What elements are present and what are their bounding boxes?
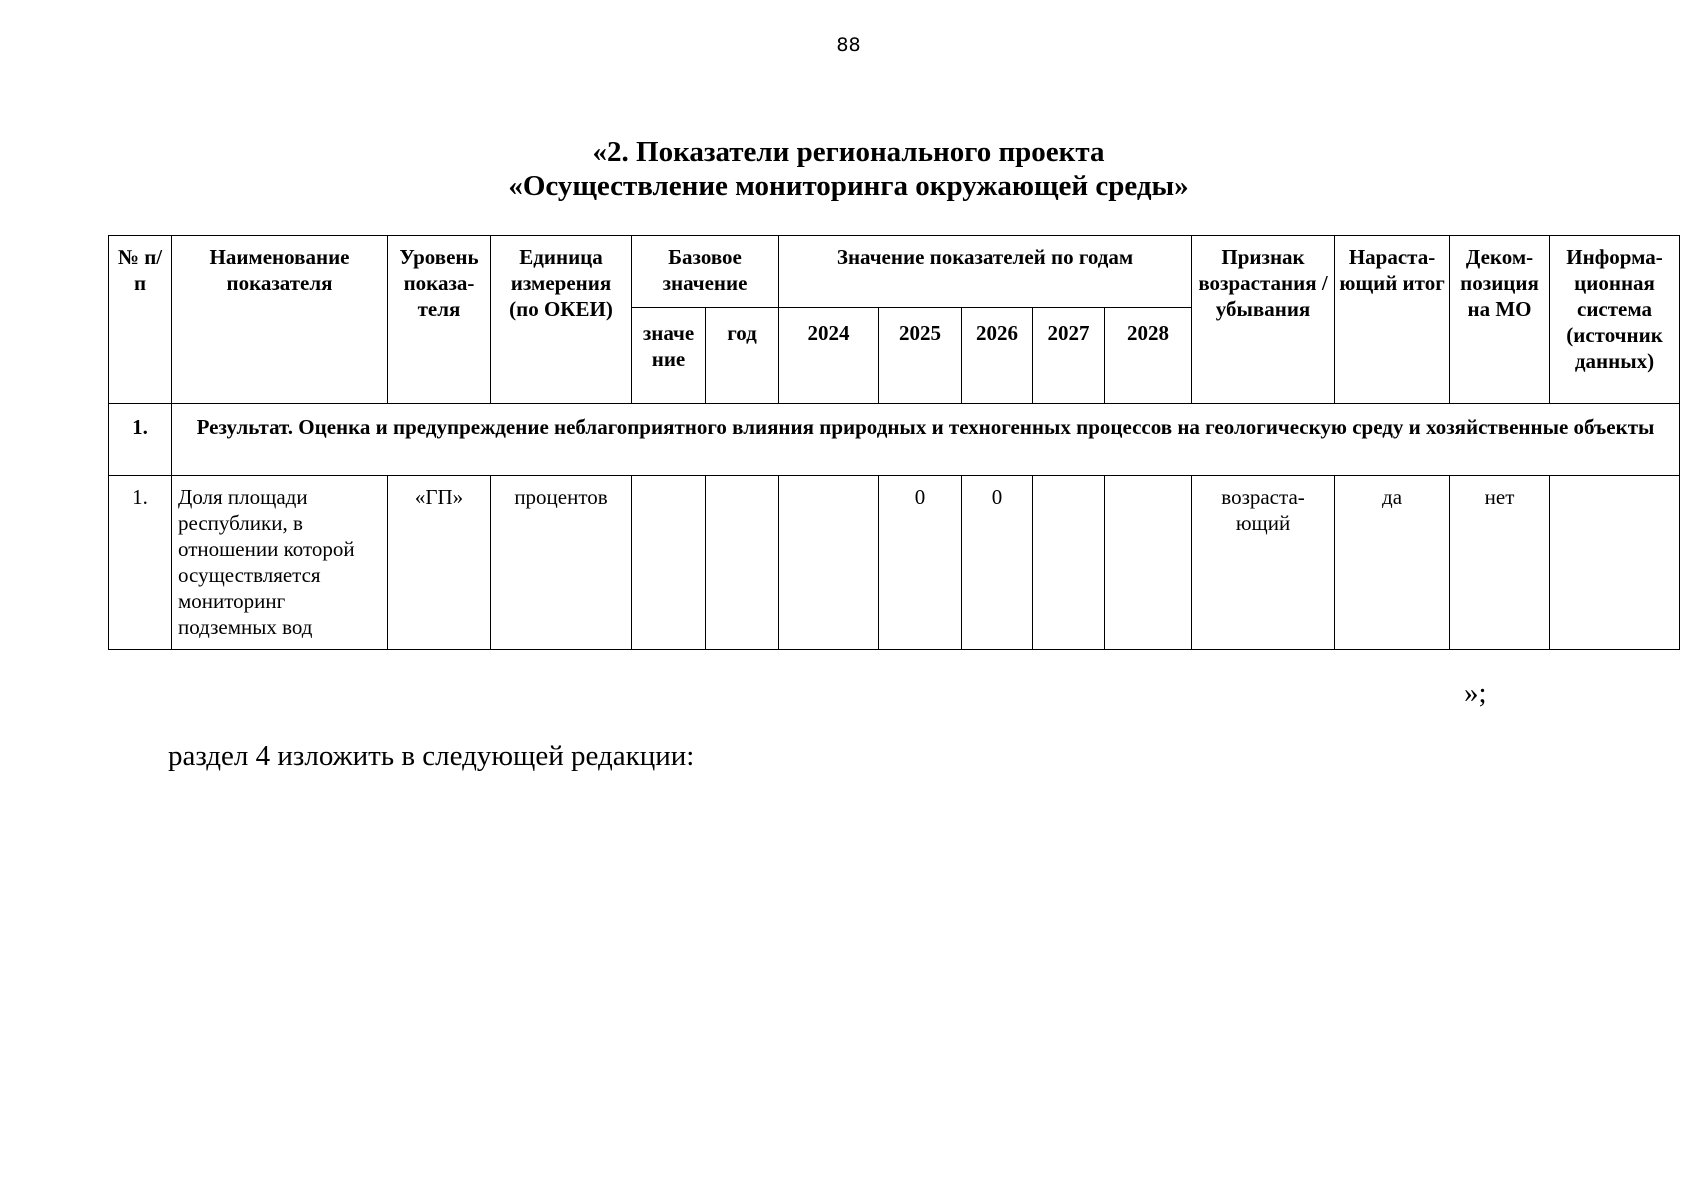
header-year-2027: 2027 [1033,308,1105,404]
body-paragraph: раздел 4 изложить в следующей редакции: [168,740,695,772]
row-level: «ГП» [388,476,491,650]
closing-quote-mark: »; [1464,677,1487,709]
row-value-2026: 0 [962,476,1033,650]
header-year-2024: 2024 [779,308,879,404]
row-decomposition: нет [1450,476,1550,650]
section-number: 1. [109,404,172,476]
indicators-table [108,235,1680,650]
row-name: Доля площади республики, в отношении которой осуществляется мониторинг подземных вод [172,476,388,650]
header-number: № п/п [109,236,172,404]
row-value-2028 [1105,476,1192,650]
header-year-2025: 2025 [879,308,962,404]
row-value-2025: 0 [879,476,962,650]
header-unit: Единица измерения (по ОКЕИ) [491,236,632,404]
header-base-value: значе ние [632,308,706,404]
row-base-year [706,476,779,650]
row-value-2027 [1033,476,1105,650]
header-info-system: Информа-ционная система (источник данных) [1550,236,1680,404]
row-unit: процентов [491,476,632,650]
table-row [109,476,1680,650]
row-cumulative: да [1335,476,1450,650]
header-cumulative: Нараста-ющий итог [1335,236,1450,404]
row-info-system [1550,476,1680,650]
row-number: 1. [109,476,172,650]
section-result-text: Результат. Оценка и предупреждение неблагоприятного влияния природных и техногенных процессов на геологическую среду и хозяйственные объекты [172,404,1680,476]
row-value-2024 [779,476,879,650]
header-level: Уровень показа-теля [388,236,491,404]
header-base: Базовое значение [632,236,779,308]
section-title-line-1: «2. Показатели регионального проекта [592,136,1105,168]
header-values-by-year: Значение показателей по годам [779,236,1192,308]
row-base-value [632,476,706,650]
section-title [0,135,1697,203]
header-year-2028: 2028 [1105,308,1192,404]
section-title-line-2: «Осуществление мониторинга окружающей среды» [508,170,1189,202]
header-name: Наименование показателя [172,236,388,404]
header-year-2026: 2026 [962,308,1033,404]
row-trend: возраста-ющий [1192,476,1335,650]
page-number: 88 [836,34,861,56]
header-trend: Признак возрастания / убывания [1192,236,1335,404]
header-decomposition: Деком-позиция на МО [1450,236,1550,404]
header-base-year: год [706,308,779,404]
